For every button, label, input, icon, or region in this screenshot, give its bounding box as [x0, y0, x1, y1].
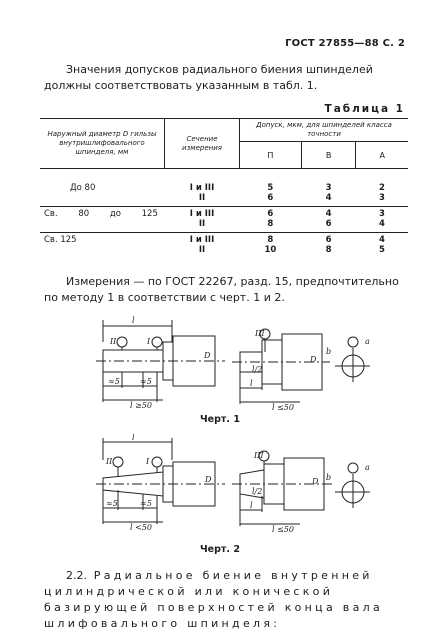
header-diameter: Наружный диаметр D гильзы внутришлифовального шпинделя, мм	[40, 119, 165, 169]
tolerance-table	[40, 118, 408, 258]
label-section-i: I	[147, 337, 151, 346]
indicator-a	[348, 463, 358, 473]
label-l-lt-50: l <50	[130, 523, 152, 532]
cell-value: 3	[379, 193, 385, 203]
table-row	[40, 169, 408, 207]
cell-diameter: Св. 125	[44, 235, 77, 245]
section-number: 2.2.	[66, 569, 87, 582]
table-caption: Таблица 1	[324, 103, 405, 115]
cell-value: 6	[267, 209, 274, 219]
label-a: a	[365, 337, 370, 346]
label-section-ii: II	[110, 337, 117, 346]
cell-diameter: Св. 80 до 125	[40, 207, 165, 233]
cell-value: 8	[267, 219, 274, 229]
figure-2-caption: Черт. 2	[200, 544, 240, 555]
measurement-text: Измерения — по ГОСТ 22267, разд. 15, предпочтительно по методу 1 в соответствии с черт. 1 и 2.	[44, 275, 399, 304]
cell-diameter: До 80	[40, 169, 165, 207]
cell-value: 8	[267, 235, 274, 245]
indicator-a	[348, 337, 358, 347]
label-b: b	[326, 473, 332, 482]
label-approx-5: ≈5	[106, 499, 118, 508]
label-half-l: l/2	[252, 487, 263, 496]
header-class-v: В	[301, 142, 356, 169]
document-header: ГОСТ 27855—88 С. 2	[285, 38, 405, 49]
intro-text: Значения допусков радиального биения шпинделей должны соответствовать указанным в табл. 1.	[44, 63, 373, 92]
cell-value: 5	[267, 183, 274, 193]
table-row	[40, 207, 408, 233]
indicator-ii	[113, 457, 123, 467]
label-approx-5b: ≈5	[140, 499, 152, 508]
header-class-p: П	[240, 142, 302, 169]
label-a: a	[365, 463, 370, 472]
label-l-le-50: l ≤50	[272, 525, 294, 534]
header-class-a: А	[356, 142, 408, 169]
cell-section: II	[198, 219, 206, 229]
label-approx-5b: ≈5	[140, 377, 152, 386]
cell-section: I и III	[189, 209, 215, 219]
cell-value: 10	[264, 245, 277, 255]
indicator-i	[152, 337, 162, 347]
cell-value: 6	[325, 219, 332, 229]
cell-section: II	[198, 193, 206, 203]
label-l: l	[132, 434, 135, 442]
label-half-l: l/2	[252, 365, 263, 374]
cell-value: 3	[325, 183, 332, 193]
cell-value: 8	[325, 245, 332, 255]
section-2-2-paragraph	[44, 568, 410, 632]
label-l-small: l	[250, 501, 253, 510]
label-l-le-50: l ≤50	[272, 403, 294, 412]
cell-section: I и III	[189, 235, 215, 245]
label-b: b	[326, 347, 332, 356]
cell-value: 4	[325, 209, 332, 219]
label-section-iii: III	[254, 451, 264, 460]
label-d2: D	[310, 355, 317, 364]
label-d2: D	[312, 477, 319, 486]
label-l-ge-50: l ≥50	[130, 401, 152, 410]
figure-1-caption: Черт. 1	[200, 414, 240, 425]
header-section: Сечение измерения	[165, 119, 240, 169]
cell-value: 3	[379, 209, 385, 219]
indicator-ii	[117, 337, 127, 347]
label-section-ii: II	[106, 457, 113, 466]
header-tolerance: Допуск, мкм, для шпинделей класса точности	[240, 119, 409, 142]
label-d: D	[204, 351, 211, 360]
measurement-paragraph	[44, 274, 410, 306]
label-d: D	[205, 475, 212, 484]
label-l: l	[132, 316, 135, 325]
intro-paragraph	[44, 62, 410, 94]
cell-section: II	[198, 245, 206, 255]
label-section-i: I	[146, 457, 150, 466]
figure-1-drawing	[0, 312, 427, 412]
cell-value: 4	[379, 235, 385, 245]
cell-value: 4	[325, 193, 332, 203]
label-approx-5: ≈5	[108, 377, 120, 386]
cell-value: 6	[267, 193, 274, 203]
section-text: Радиальное биение внутренней цилиндрической или конической базирующей поверхностей конца вала шлифовального шпинделя:	[44, 569, 383, 630]
cell-section: I и III	[189, 183, 215, 193]
label-section-iii: III	[255, 329, 265, 338]
cell-value: 2	[379, 183, 385, 193]
cell-value: 5	[379, 245, 385, 255]
figure-2-drawing	[0, 434, 427, 534]
table-row	[40, 233, 408, 259]
cell-value: 4	[379, 219, 385, 229]
indicator-i	[152, 457, 162, 467]
cell-value: 6	[325, 235, 332, 245]
label-l-small: l	[250, 379, 253, 388]
